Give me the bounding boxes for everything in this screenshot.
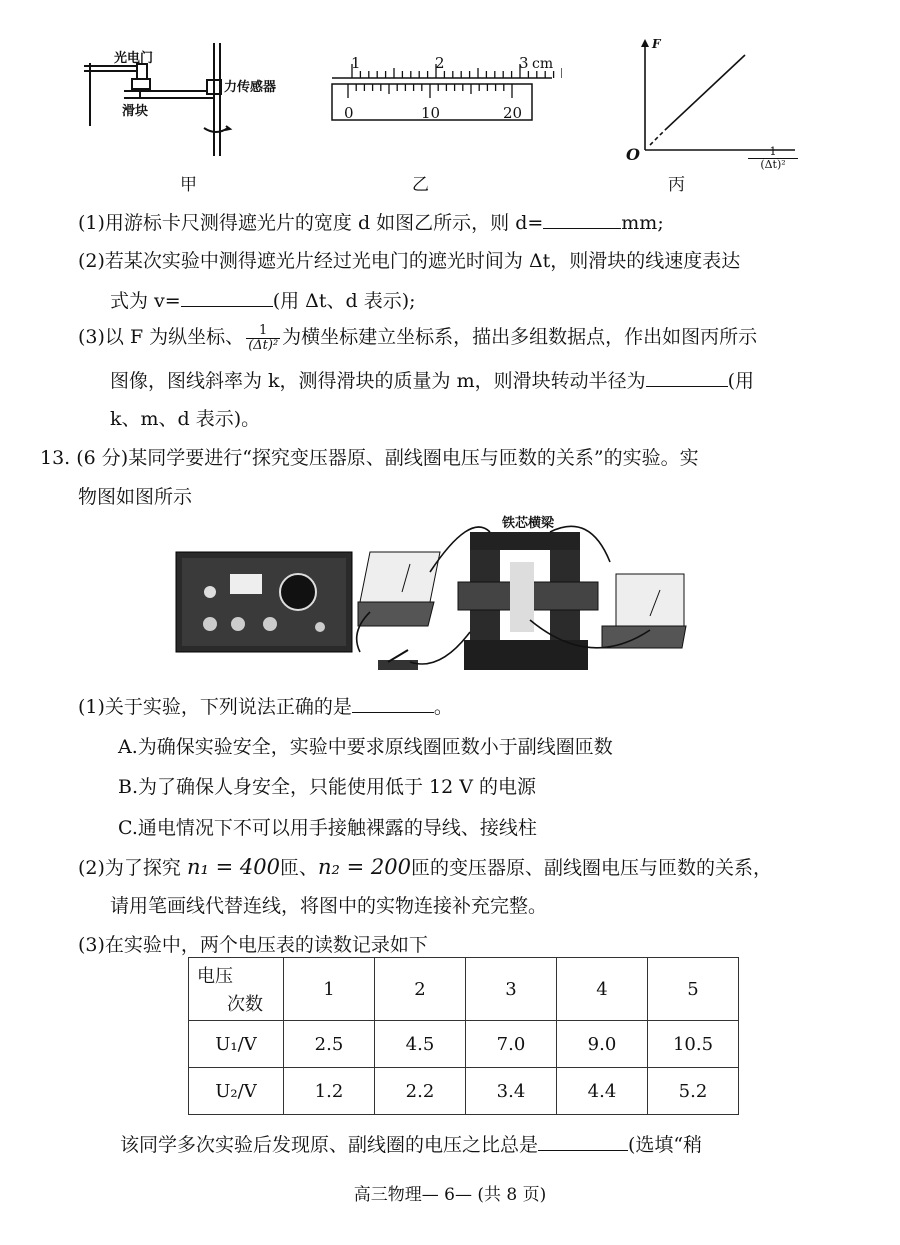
table-cell: 7.0: [466, 1021, 557, 1068]
q12-part3-line2: 图像，图线斜率为 k，测得滑块的质量为 m，则滑块转动半径为 (用: [110, 366, 754, 395]
graph-x-label: 1 (Δt)²: [748, 146, 798, 171]
q13-part2-line1: (2)为了探究 n₁ = 400匝、n₂ = 200匝的变压器原、副线圈电压与匝数的关系，: [78, 855, 772, 879]
label-slider: 滑块: [122, 104, 149, 119]
graph-y-label: F: [652, 37, 661, 51]
table-row-label: U₂/V: [189, 1068, 284, 1115]
table-col-header: 1: [284, 958, 375, 1021]
table-col-header: 4: [557, 958, 648, 1021]
label-photogate: 光电门: [114, 51, 154, 66]
fraction-1-over-dt2: $\frac{1}{\text{(Δt)²}}$: [248, 322, 279, 353]
answer-blank-choice[interactable]: [352, 692, 434, 713]
q13-part3-conclusion: 该同学多次实验后发现原、副线圈的电压之比总是 (选填“稍: [120, 1130, 702, 1159]
answer-blank-v[interactable]: [181, 286, 273, 307]
q13-heading-line2: 物图如图所示: [78, 486, 193, 508]
caption-yi: 乙: [412, 175, 429, 195]
table-row: [189, 1021, 739, 1068]
answer-blank-ratio[interactable]: [538, 1130, 628, 1151]
q13-option-c: C.通电情况下不可以用手接触裸露的导线、接线柱: [118, 817, 537, 839]
table-cell: 2.5: [284, 1021, 375, 1068]
graph-origin: O: [626, 145, 640, 164]
q13-option-a: A.为确保实验安全，实验中要求原线圈匝数小于副线圈匝数: [118, 736, 613, 758]
voltage-table: [188, 957, 739, 1115]
vernier-scale-20: 20: [503, 104, 523, 122]
table-cell: 9.0: [557, 1021, 648, 1068]
caption-bing: 丙: [668, 175, 685, 195]
q12-part1: (1)用游标卡尺测得遮光片的宽度 d 如图乙所示，则 d= mm;: [78, 208, 664, 237]
table-cell: 2.2: [375, 1068, 466, 1115]
label-force-sensor: 力传感器: [224, 80, 277, 95]
q12-part3-line1: (3)以 F 为纵坐标、 $\frac{1}{\text{(Δt)²}}$ 为横坐标建立坐标系，描出多组数据点，作出如图丙所示: [78, 322, 758, 353]
table-header-row: [189, 958, 739, 1021]
main-scale-unit: cm: [532, 56, 554, 72]
q13-heading-line1: 13. (6 分)某同学要进行“探究变压器原、副线圈电压与匝数的关系”的实验。实: [40, 447, 699, 469]
table-cell: 3.4: [466, 1068, 557, 1115]
table-col-header: 2: [375, 958, 466, 1021]
q12-part3-line3: k、m、d 表示)。: [110, 408, 261, 430]
transformer-apparatus-photo: [170, 512, 700, 682]
table-cell: 1.2: [284, 1068, 375, 1115]
figure-jia-apparatus: [80, 38, 300, 168]
page-footer: 高三物理— 6— (共 8 页): [353, 1185, 547, 1205]
table-row-label: U₁/V: [189, 1021, 284, 1068]
table-cell: 4.5: [375, 1021, 466, 1068]
main-scale-3: 3: [519, 54, 529, 72]
table-col-header: 3: [466, 958, 557, 1021]
table-row: [189, 1068, 739, 1115]
table-col-header: 5: [648, 958, 739, 1021]
q13-part1: (1)关于实验，下列说法正确的是 。: [78, 692, 453, 721]
vernier-scale-10: 10: [421, 104, 441, 122]
q12-part2-line1: (2)若某次实验中测得遮光片经过光电门的遮光时间为 Δt，则滑块的线速度表达: [78, 250, 741, 272]
table-cell: 5.2: [648, 1068, 739, 1115]
main-scale-2: 2: [435, 54, 445, 72]
q13-part3: (3)在实验中，两个电压表的读数记录如下: [78, 934, 428, 956]
answer-blank-radius[interactable]: [646, 366, 728, 387]
q13-part2-line2: 请用笔画线代替连线，将图中的实物连接补充完整。: [110, 895, 548, 917]
main-scale-1: 1: [351, 54, 361, 72]
table-cell: 4.4: [557, 1068, 648, 1115]
answer-blank-d[interactable]: [543, 208, 621, 229]
table-corner-cell: 电压 次数: [189, 958, 284, 1021]
q13-option-b: B.为了确保人身安全，只能使用低于 12 V 的电源: [118, 776, 537, 798]
table-cell: 10.5: [648, 1021, 739, 1068]
caption-jia: 甲: [180, 175, 197, 195]
q12-part2-line2: 式为 v= (用 Δt、d 表示);: [110, 286, 416, 315]
vernier-scale-0: 0: [344, 104, 354, 122]
label-iron-core-beam: 铁芯横梁: [502, 516, 555, 531]
